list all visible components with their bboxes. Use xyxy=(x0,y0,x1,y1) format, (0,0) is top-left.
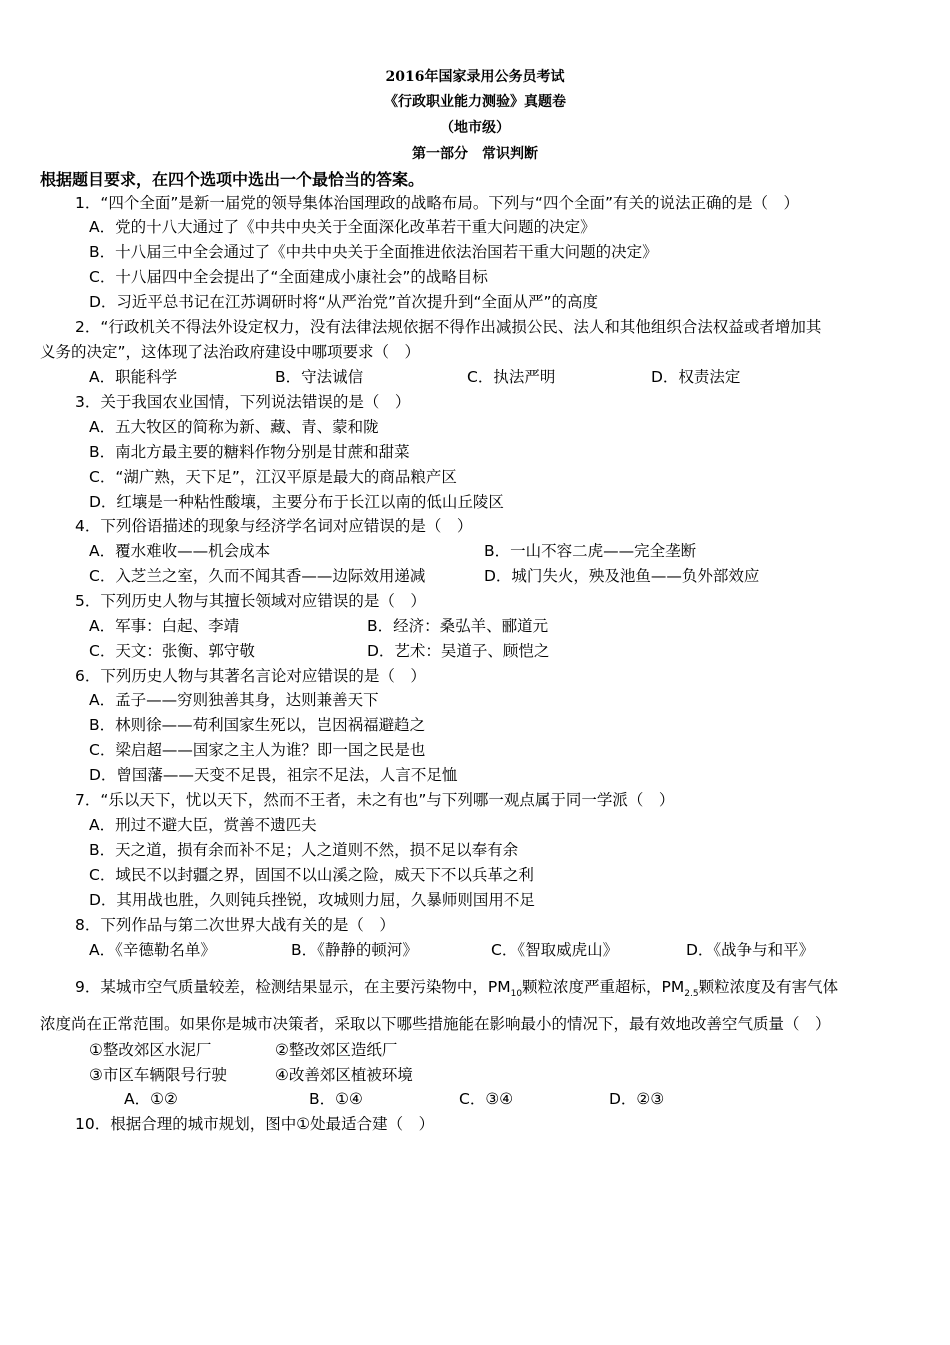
exam-title: 2016年国家录用公务员考试 xyxy=(385,69,565,85)
question-6-option-d: D．曾国藩——天变不足畏，祖宗不足法，人言不足恤 xyxy=(89,766,458,784)
question-7-option-b: B．天之道，损有余而补不足；人之道则不然，损不足以奉有余 xyxy=(89,841,519,859)
q9-stem-part1: 9．某城市空气质量较差，检测结果显示，在主要污染物中，PM xyxy=(75,978,511,996)
question-2-stem-line1: 2．“行政机关不得法外设定权力，没有法律法规依据不得作出减损公民、法人和其他组织合法权益或者增加其 xyxy=(75,318,822,336)
question-6-option-b: B．林则徐——苟利国家生死以，岂因祸福避趋之 xyxy=(89,716,426,734)
question-4-option-b: B．一山不容二虎——完全垄断 xyxy=(484,542,697,560)
question-4-option-d: D．城门失火，殃及池鱼——负外部效应 xyxy=(484,567,760,585)
question-1-option-a: A．党的十八大通过了《中共中央关于全面深化改革若干重大问题的决定》 xyxy=(89,218,596,236)
question-5-option-c: C．天文：张衡、郭守敬 xyxy=(89,642,255,660)
question-4-option-a: A．覆水难收——机会成本 xyxy=(89,542,271,560)
question-4-stem: 4．下列俗语描述的现象与经济学名词对应错误的是（ ） xyxy=(75,517,473,535)
question-2-option-b: B．守法诚信 xyxy=(275,368,364,386)
question-9-option-d: D．②③ xyxy=(609,1090,665,1108)
question-9-measure-1: ①整改郊区水泥厂 xyxy=(89,1041,212,1059)
q9-stem-part3: 颗粒浓度及有害气体 xyxy=(698,978,839,996)
question-7-stem: 7．“乐以天下，忧以天下，然而不王者，未之有也”与下列哪一观点属于同一学派（ ） xyxy=(75,791,675,809)
question-9-option-c: C．③④ xyxy=(459,1090,514,1108)
question-5-stem: 5．下列历史人物与其擅长领域对应错误的是（ ） xyxy=(75,592,426,610)
question-2-option-a: A．职能科学 xyxy=(89,368,178,386)
q9-stem-part2: 颗粒浓度严重超标，PM xyxy=(522,978,685,996)
question-1-option-d: D．习近平总书记在江苏调研时将“从严治党”首次提升到“全面从严”的高度 xyxy=(89,293,599,311)
pm25-subscript: 2.5 xyxy=(684,989,699,999)
question-2-option-c: C．执法严明 xyxy=(467,368,556,386)
section-title: 第一部分 常识判断 xyxy=(412,146,538,162)
question-3-option-d: D．红壤是一种粘性酸壤，主要分布于长江以南的低山丘陵区 xyxy=(89,493,504,511)
question-1-option-c: C．十八届四中全会提出了“全面建成小康社会”的战略目标 xyxy=(89,268,488,286)
instruction-text: 根据题目要求，在四个选项中选出一个最恰当的答案。 xyxy=(40,170,425,189)
exam-level: （地市级） xyxy=(440,120,510,136)
question-3-option-b: B．南北方最主要的糖料作物分别是甘蔗和甜菜 xyxy=(89,443,410,461)
question-6-option-a: A．孟子——穷则独善其身，达则兼善天下 xyxy=(89,691,379,709)
question-9-option-a: A．①② xyxy=(124,1090,178,1108)
question-1-option-b: B．十八届三中全会通过了《中共中央关于全面推进依法治国若干重大问题的决定》 xyxy=(89,243,658,261)
question-9-measure-4: ④改善郊区植被环境 xyxy=(275,1066,413,1084)
question-9-option-b: B．①④ xyxy=(309,1090,363,1108)
question-9-stem-line2: 浓度尚在正常范围。如果你是城市决策者，采取以下哪些措施能在影响最小的情况下，最有效地改善空气质量（ ） xyxy=(40,1015,831,1033)
question-2-option-d: D．权责法定 xyxy=(651,368,741,386)
question-7-option-a: A．刑过不避大臣，赏善不遗匹夫 xyxy=(89,816,317,834)
question-3-stem: 3．关于我国农业国情，下列说法错误的是（ ） xyxy=(75,393,411,411)
question-8-stem: 8．下列作品与第二次世界大战有关的是（ ） xyxy=(75,916,395,934)
question-9-measure-2: ②整改郊区造纸厂 xyxy=(275,1041,398,1059)
question-3-option-c: C．“湖广熟，天下足”，江汉平原是最大的商品粮产区 xyxy=(89,468,457,486)
question-6-option-c: C．梁启超——国家之主人为谁？即一国之民是也 xyxy=(89,741,426,759)
question-10-stem: 10．根据合理的城市规划，图中①处最适合建（ ） xyxy=(75,1115,435,1133)
question-9-measure-3: ③市区车辆限号行驶 xyxy=(89,1066,227,1084)
question-5-option-b: B．经济：桑弘羊、郦道元 xyxy=(367,617,549,635)
question-5-option-a: A．军事：白起、李靖 xyxy=(89,617,240,635)
question-8-option-d: D．《战争与和平》 xyxy=(686,941,815,959)
question-2-stem-line2: 义务的决定”，这体现了法治政府建设中哪项要求（ ） xyxy=(40,343,421,361)
question-8-option-a: A．《辛德勒名单》 xyxy=(89,941,216,959)
question-5-option-d: D．艺术：吴道子、顾恺之 xyxy=(367,642,550,660)
question-1-stem: 1．“四个全面”是新一届党的领导集体治国理政的战略布局。下列与“四个全面”有关的说法正确的是（ ） xyxy=(75,194,799,212)
question-3-option-a: A．五大牧区的简称为新、藏、青、蒙和陇 xyxy=(89,418,379,436)
question-9-stem-line1 xyxy=(75,977,838,1004)
exam-subtitle: 《行政职业能力测验》真题卷 xyxy=(384,94,566,110)
question-7-option-d: D．其用战也胜，久则钝兵挫锐，攻城则力屈，久暴师则国用不足 xyxy=(89,891,535,909)
question-6-stem: 6．下列历史人物与其著名言论对应错误的是（ ） xyxy=(75,667,426,685)
question-8-option-b: B．《静静的顿河》 xyxy=(291,941,418,959)
question-4-option-c: C．入芝兰之室，久而不闻其香——边际效用递减 xyxy=(89,567,426,585)
pm10-subscript: 10 xyxy=(510,989,523,999)
question-7-option-c: C．域民不以封疆之界，固国不以山溪之险，威天下不以兵革之利 xyxy=(89,866,534,884)
question-8-option-c: C．《智取威虎山》 xyxy=(491,941,619,959)
